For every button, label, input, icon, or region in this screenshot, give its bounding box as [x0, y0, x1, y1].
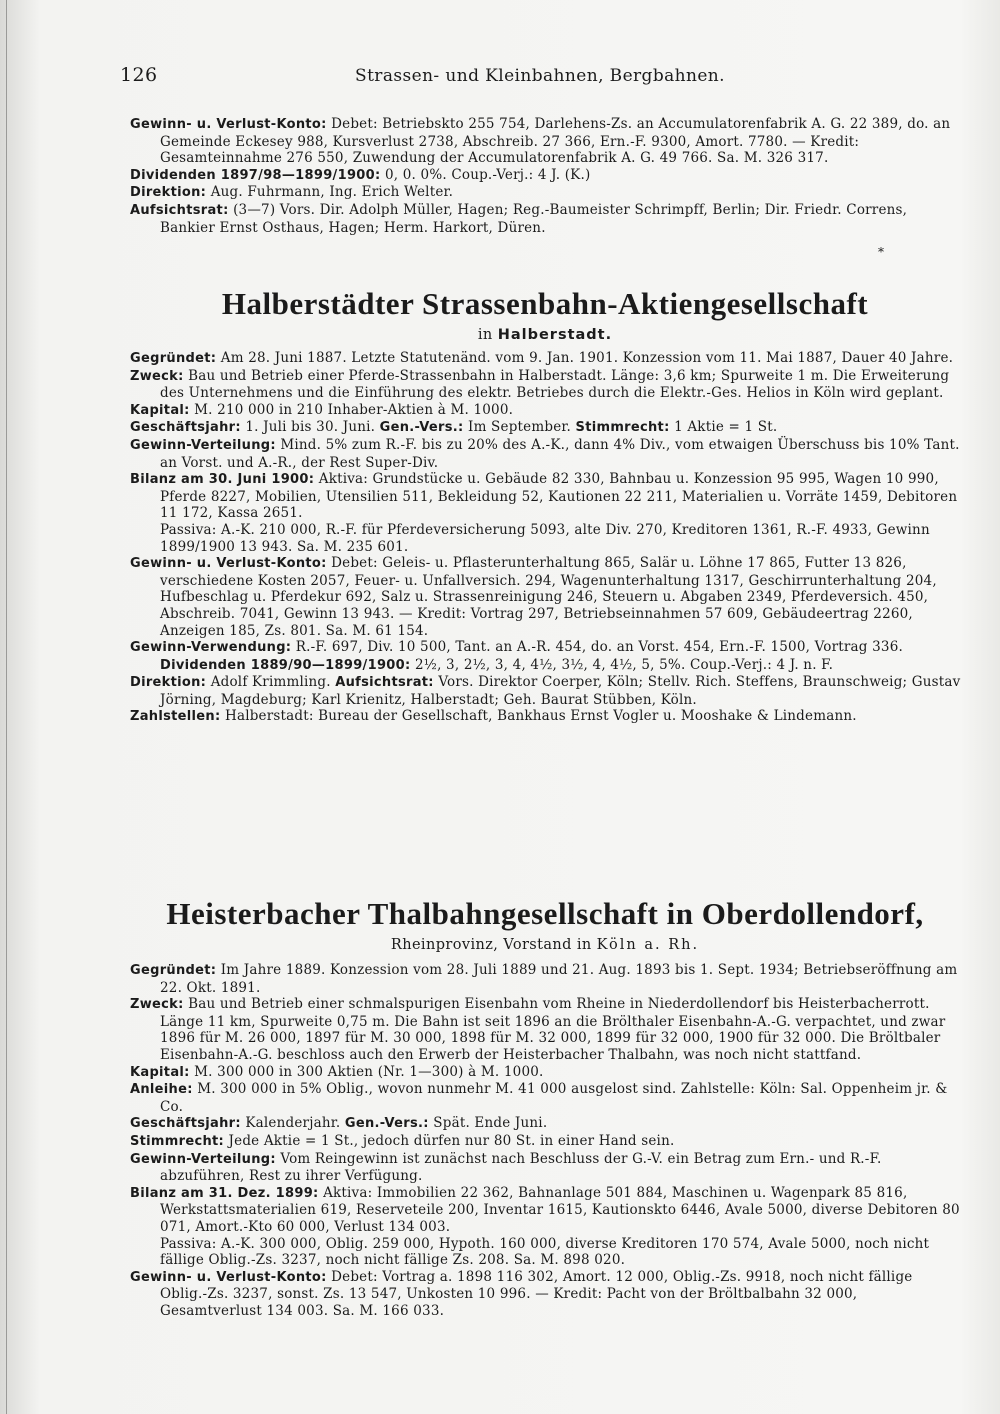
section-kapital: Kapital: M. 210 000 in 210 Inhaber-Aktien à M. 1000.	[130, 401, 514, 418]
section-kapital: Kapital: M. 300 000 in 300 Aktien (Nr. 1—300) à M. 1000.	[130, 1063, 544, 1080]
halberstadt-entry	[130, 350, 962, 726]
company-subtitle-heisterbach: Rheinprovinz, Vorstand in Köln a. Rh.	[390, 937, 700, 953]
section-zahlstellen: Zahlstellen: Halberstadt: Bureau der Gesellschaft, Bankhaus Ernst Vogler u. Mooshake & Lindemann.	[130, 708, 857, 725]
company-title-halberstadt: Halberstädter Strassenbahn-Aktiengesellschaft	[221, 286, 869, 321]
section-guv: Gewinn- u. Verlust-Konto: Debet: Geleis- u. Pflasterunterhaltung 865, Salär u. Löhne 17 865, Futter 13 826, verschiedene Kosten 2057, Feuer- u. Unfallversich. 294, Wagenunterhaltung 1317, Geschirrunterhaltung 204, Hufbeschlag u. Pferdekur 692, Salz u. Strassenreinigung 246, Steuern u. Abgaben 2349, Pferdeversich. 450, Abschreib. 7041, Gewinn 13 943. — Kredit: Vortrag 297, Betriebseinnahmen 57 609, Gebäudeertrag 2260, Anzeigen 185, Zs. 801. Sa. M. 61 154.	[130, 555, 937, 639]
heisterbach-entry	[130, 962, 962, 1319]
entry-guv: Gewinn- u. Verlust-Konto: Debet: Betriebskto 255 754, Darlehens-Zs. an Accumulatorenfabrik A. G. 22 389, do. an Gemeinde Eckesey 988, Kursverlust 2738, Abschreib. 27 366, Ern.-F. 9300, Amort. 7780. — Kredit: Gesamteinnahme 276 550, Zuwendung der Accumulatorenfabrik A. G. 49 766. Sa. M. 326 317.	[130, 116, 951, 167]
section-guv: Gewinn- u. Verlust-Konto: Debet: Vortrag a. 1898 116 302, Amort. 12 000, Oblig.-Zs. 9918, noch nicht fällige Oblig.-Zs. 3237, sonst. Zs. 13 547, Unkosten 10 996. — Kredit: Pacht von der Bröltbalbahn 32 000, Gesamtverlust 134 003. Sa. M. 166 033.	[130, 1268, 913, 1319]
entry-direktion: Direktion: Aug. Fuhrmann, Ing. Erich Welter.	[130, 184, 454, 201]
section-geschaeftsjahr: Geschäftsjahr: Kalenderjahr. Gen.-Vers.: Spät. Ende Juni.	[130, 1115, 548, 1132]
section-gegruendet: Gegründet: Im Jahre 1889. Konzession vom 28. Juli 1889 und 21. Aug. 1893 bis 1. Sept. 1934; Betriebseröffnung am 22. Okt. 1891.	[130, 962, 958, 996]
section-anleihe: Anleihe: M. 300 000 in 5% Oblig., wovon nunmehr M. 41 000 ausgelost sind. Zahlstelle: Köln: Sal. Oppenheim jr. & Co.	[130, 1081, 948, 1115]
section-gewinn-verteilung: Gewinn-Verteilung: Vom Reingewinn ist zunächst nach Beschluss der G.-V. ein Betrag zum Ern.- und R.-F. abzuführen, Rest zu ihrer Verfügung.	[130, 1150, 882, 1185]
running-title: Strassen- und Kleinbahnen, Bergbahnen.	[355, 66, 725, 86]
section-stimmrecht: Stimmrecht: Jede Aktie = 1 St., jedoch dürfen nur 80 St. in einer Hand sein.	[130, 1132, 675, 1149]
page-number: 126	[120, 64, 158, 86]
entry-dividenden: Dividenden 1897/98—1899/1900: 0, 0. 0%. Coup.-Verj.: 4 J. (K.)	[130, 166, 591, 183]
page-header	[120, 64, 960, 88]
section-bilanz: Bilanz am 31. Dez. 1899: Aktiva: Immobilien 22 362, Bahnanlage 501 884, Maschinen u. Wagenpark 85 816, Werkstattsmaterialien 619, Reserveteile 200, Inventar 1615, Kautionskto 6446, Avale 5000, diverse Debitoren 80 071, Amort.-Kto 60 000, Verlust 134 003. Passiva: A.-K. 300 000, Oblig. 259 000, Hypoth. 160 000, diverse Kreditoren 170 574, Avale 5000, noch nicht fällige Oblig.-Zs. 3237, noch nicht fällige Zs. 208. Sa. M. 898 020.	[130, 1184, 960, 1269]
company-title-heisterbach: Heisterbacher Thalbahngesellschaft in Oberdollendorf,	[166, 896, 924, 931]
section-gewinn-verwendung: Gewinn-Verwendung: R.-F. 697, Div. 10 500, Tant. an A.-R. 454, do. an Vorst. 454, Ern.-F. 1500, Vortrag 336. Dividenden 1889/90—1899/1900: 2½, 3, 2½, 3, 4, 4½, 3½, 4, 4½, 5, 5%. Coup.-Verj.: 4 J. n. F.	[130, 639, 903, 673]
section-direktion: Direktion: Adolf Krimmling. Aufsichtsrat: Vors. Direktor Coerper, Köln; Stellv. Rich. Steffens, Braunschweig; Gustav Jörning, Magdeburg; Karl Krienitz, Halberstadt; Geh. Baurat Stübben, Köln.	[130, 674, 961, 708]
section-zweck: Zweck: Bau und Betrieb einer schmalspurigen Eisenbahn vom Rheine in Niederdollendorf bis Heisterbacherrott. Länge 11 km, Spurweite 0,75 m. Die Bahn ist seit 1896 an die Brölthaler Eisenbahn-A.-G. verpachtet, und zwar 1896 für M. 26 000, 1897 für M. 30 000, 1898 für M. 32 000, 1899 für 32 000, 1900 für 32 000. Die Bröltbaler Eisenbahn-A.-G. beschloss auch den Erwerb der Heisterbacher Thalbahn, was noch nicht stattfand.	[130, 996, 946, 1063]
company-subtitle-halberstadt: in Halberstadt.	[477, 327, 613, 343]
section-geschaeftsjahr: Geschäftsjahr: 1. Juli bis 30. Juni. Gen.-Vers.: Im September. Stimmrecht: 1 Aktie = 1 St.	[130, 419, 778, 436]
previous-entry	[130, 116, 962, 236]
scan-edge-line	[6, 0, 7, 1414]
entry-aufsichtsrat: Aufsichtsrat: (3—7) Vors. Dir. Adolph Müller, Hagen; Reg.-Baumeister Schrimpff, Berlin; Dir. Friedr. Correns, Bankier Ernst Osthaus, Hagen; Herm. Harkort, Düren.	[130, 201, 908, 236]
section-bilanz: Bilanz am 30. Juni 1900: Aktiva: Grundstücke u. Gebäude 82 330, Bahnbau u. Konzession 95 995, Wagen 10 990, Pferde 8227, Mobilien, Utensilien 511, Bekleidung 52, Kautionen 22 211, Materialien u. Vorräte 1459, Debitoren 11 172, Kassa 2651. Passiva: A.-K. 210 000, R.-F. für Pferdeversicherung 5093, alte Div. 270, Kreditoren 1361, R.-F. 4933, Gewinn 1899/1900 13 943. Sa. M. 235 601.	[130, 471, 958, 555]
section-gewinn-verteilung: Gewinn-Verteilung: Mind. 5% zum R.-F. bis zu 20% des A.-K., dann 4% Div., vom etwaigen Überschuss bis 10% Tant. an Vorst. und A.-R., der Rest Super-Div.	[130, 436, 960, 471]
section-zweck: Zweck: Bau und Betrieb einer Pferde-Strassenbahn in Halberstadt. Länge: 3,6 km; Spurweite 1 m. Die Erweiterung des Unternehmens und die Einführung des elektr. Betriebes durch die Elektr.-Ges. Helios in Köln wird geplant.	[130, 367, 950, 402]
section-gegruendet: Gegründet: Am 28. Juni 1887. Letzte Statutenänd. vom 9. Jan. 1901. Konzession vom 11. Mai 1887, Dauer 40 Jahre.	[130, 350, 954, 366]
end-mark: *	[878, 245, 884, 259]
